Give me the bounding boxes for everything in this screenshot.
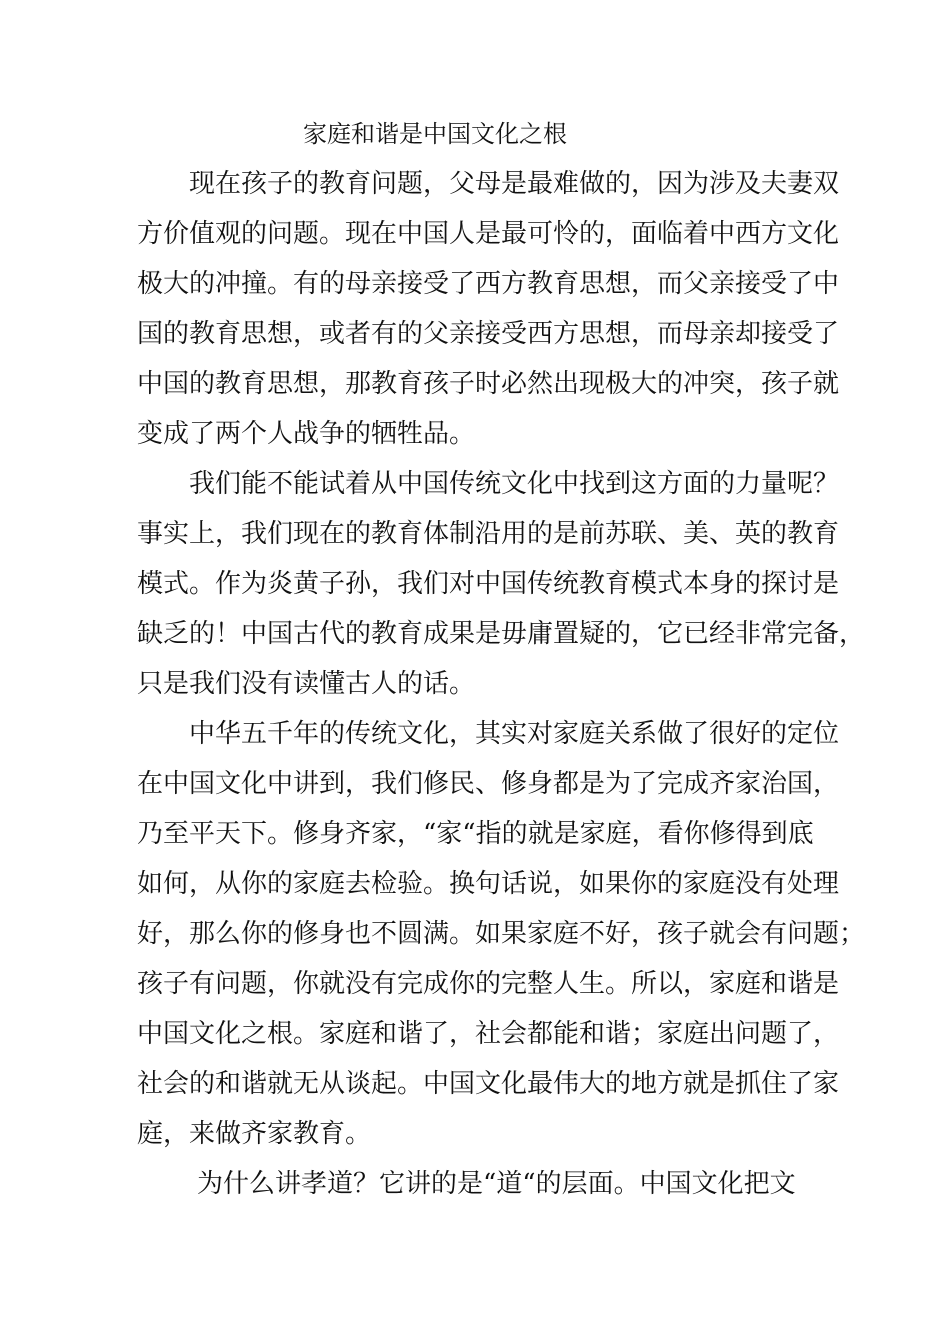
text-line: 我们能不能试着从中国传统文化中找到这方面的力量呢？	[137, 469, 840, 499]
text-line: 如何，从你的家庭去检验。换句话说，如果你的家庭没有处理	[137, 869, 840, 899]
text-line: 社会的和谐就无从谈起。中国文化最伟大的地方就是抓住了家	[137, 1069, 840, 1099]
text-line: 中国文化之根。家庭和谐了，社会都能和谐；家庭出问题了，	[137, 1019, 840, 1049]
text-line: 孩子有问题，你就没有完成你的完整人生。所以，家庭和谐是	[137, 969, 840, 999]
text-line: 中国的教育思想，那教育孩子时必然出现极大的冲突，孩子就	[137, 369, 840, 399]
text-line: 模式。作为炎黄子孙，我们对中国传统教育模式本身的探讨是	[137, 569, 840, 599]
text-line: 只是我们没有读懂古人的话。	[137, 669, 476, 699]
text-line: 中华五千年的传统文化，其实对家庭关系做了很好的定位	[137, 719, 840, 749]
text-line: 方价值观的问题。现在中国人是最可怜的，面临着中西方文化	[137, 219, 840, 249]
text-line: 在中国文化中讲到，我们修民、修身都是为了完成齐家治国，	[137, 769, 840, 799]
text-line: 好，那么你的修身也不圆满。如果家庭不好，孩子就会有问题；	[137, 919, 866, 949]
text-line: 极大的冲撞。有的母亲接受了西方教育思想，而父亲接受了中	[137, 269, 840, 299]
text-line: 国的教育思想，或者有的父亲接受西方思想，而母亲却接受了	[137, 319, 840, 349]
document-title: 家庭和谐是中国文化之根	[303, 120, 567, 148]
text-line: 乃至平天下。修身齐家，“家“指的就是家庭，看你修得到底	[137, 819, 814, 849]
text-line: 缺乏的！中国古代的教育成果是毋庸置疑的，它已经非常完备，	[137, 619, 866, 649]
text-line: 庭，来做齐家教育。	[137, 1119, 372, 1149]
text-line: 为什么讲孝道？它讲的是“道“的层面。中国文化把文	[145, 1169, 796, 1199]
text-line: 事实上，我们现在的教育体制沿用的是前苏联、美、英的教育	[137, 519, 840, 549]
text-line: 现在孩子的教育问题，父母是最难做的，因为涉及夫妻双	[137, 169, 840, 199]
text-line: 变成了两个人战争的牺牲品。	[137, 419, 476, 449]
